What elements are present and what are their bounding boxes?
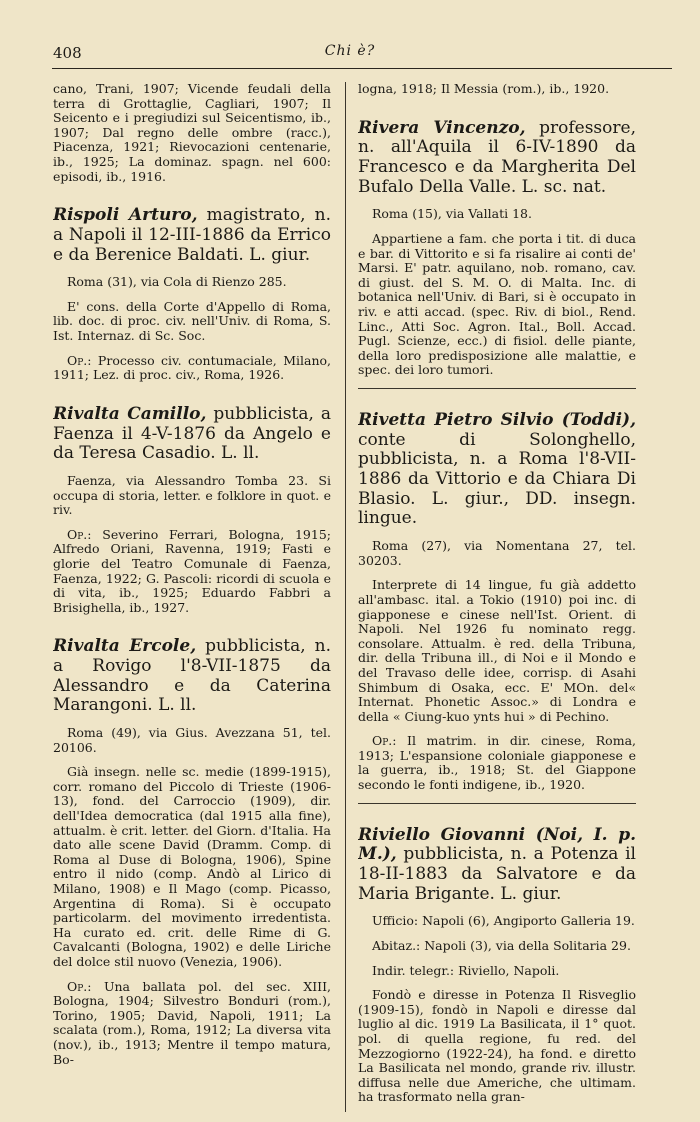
entry-heading (53, 405, 331, 464)
page-header (0, 0, 700, 80)
entry-biography: Già insegn. nelle sc. medie (1899-1915), corr. romano del Piccolo di Trieste (1906-13), fond. del Carroccio (1909), dir. dell'Idea democratica (dal 1915 alla fine), attualm. è crit. letter. del Giorn. d'Italia. Ha dato alle scene David (Dramm. Comp. di Roma al Duse di Bologna, 1906), Spine entro il nido (comp. Andò al Lirico di Milano, 1908) e Il Mago (comp. Picasso, Argentina di Roma). Si è occupato particolarm. del movimento irredentista. Ha curato ed. crit. delle Rime di G. Cavalcanti (Bologna, 1902) e delle Liriche del dolce stil nuovo (Venezia, 1906). (53, 764, 331, 969)
works-list: Severino Ferrari, Bologna, 1915; Alfredo Oriani, Ravenna, 1919; Fasti e glorie del Teatro Comunale di Faenza, Faenza, 1922; G. Pascoli: ricordi di scuola e di vita, ib., 1925; Eduardo Fabbri a Brisighella, ib., 1927. (53, 526, 331, 615)
works-label: Op.: (67, 352, 92, 368)
entry-intro: professore, n. all'Aquila il 6-IV-1890 da Francesco e da Margherita Del Bufalo Della Valle. L. sc. nat. (358, 117, 636, 197)
entry-heading (53, 206, 331, 265)
entry-address: Roma (49), via Gius. Avezzana 51, tel. 20106. (53, 725, 331, 755)
works-label: Op.: (67, 978, 92, 994)
entry-intro: pubblicista, n. a Rovigo l'8-VII-1875 da Alessandro e da Caterina Marangoni. L. ll. (53, 636, 331, 716)
entry-address: Roma (31), via Cola di Rienzo 285. (67, 274, 287, 290)
entry-intro: pubblicista, n. a Potenza il 18-II-1883 da Salvatore e da Maria Brigante. L. giur. (358, 844, 636, 904)
works-list: Processo civ. contumaciale, Milano, 1911; Lez. di proc. civ., Roma, 1926. (53, 352, 331, 383)
works-label: Op.: (67, 526, 92, 542)
entry-biography: Fondò e diresse in Potenza Il Risveglio (1909-15), fondò in Napoli e diresse dal luglio al dic. 1919 La Basilicata, il 1° quot. pol. di quella regione, fu red. del Mezzogiorno (1922-24), ha fond. e diretto La Basilicata nel mondo, grande riv. illustr. diffusa nelle due Americhe, che ultimam. ha trasformato nella gran- (358, 987, 636, 1105)
entry-biography: Appartiene a fam. che porta i tit. di duca e bar. di Vittorito e si fa risalire ai conti de' Marsi. E' patr. aquilano, nob. romano, cav. di giust. del S. M. O. di Malta. Inc. di botanica nell'Univ. di Bari, si è occupato in riv. e atti accad. (spec. Riv. di biol., Rend. Linc., Atti Soc. Agron. Ital., Boll. Accad. Pugl. Scienze, ecc.) di fisiol. delle piante, della loro predisposizione alle malattie, e spec. dei loro tumori. (358, 231, 636, 378)
entry-works (53, 980, 331, 1068)
entry-heading (358, 411, 636, 529)
entry-name: Rivalta Ercole, (53, 636, 197, 657)
left-column (53, 82, 331, 1112)
entry-rispoli-arturo (53, 184, 331, 383)
entry-riviello-giovanni (358, 804, 636, 1105)
entry-name: Rivalta Camillo, (53, 403, 207, 424)
entry-heading (358, 826, 636, 905)
entry-works (53, 354, 331, 383)
header-rule (52, 68, 672, 69)
continuation-text: logna, 1918; Il Messia (rom.), ib., 1920. (358, 82, 610, 96)
entry-heading (53, 637, 331, 716)
entry-address: Roma (15), via Vallati 18. (372, 206, 532, 222)
entry-intro: conte di Solonghello, pubblicista, n. a Roma l'8-VII-1886 da Vittorio e da Chiara Di Blasio. L. giur., DD. insegn. lingue. (358, 429, 636, 529)
works-list: Il matrim. in dir. cinese, Roma, 1913; L'espansione coloniale giapponese e la guerra, ib., 1918; St. del Giappone secondo le fonti indigene, ib., 1920. (358, 733, 636, 793)
entry-biography: E' cons. della Corte d'Appello di Roma, lib. doc. di proc. civ. nell'Univ. di Roma, S. Ist. Internaz. di Sc. Soc. (53, 298, 331, 344)
column-divider (345, 82, 346, 1112)
entry-home-address: Abitaz.: Napoli (3), via della Solitaria 29. (372, 938, 631, 954)
entry-name: Rivetta Pietro Silvio (Toddi), (358, 409, 636, 430)
running-head: Chi è? (324, 43, 376, 59)
entry-works (358, 734, 636, 792)
entry-address: Faenza, via Alessandro Tomba 23. Si occupa di storia, letter. e folklore in quot. e riv. (53, 472, 331, 518)
entry-intro: magistrato, n. a Napoli il 12-III-1886 da Errico e da Berenice Baldati. L. giur. (53, 205, 331, 265)
works-label: Op.: (372, 733, 397, 749)
entry-name: Riviello Giovanni (Noi, I. p. M.), (358, 824, 636, 865)
entry-rivera-vincenzo (358, 97, 636, 378)
entry-office-address: Ufficio: Napoli (6), Angiporto Galleria 19. (372, 913, 635, 929)
entry-name: Rispoli Arturo, (53, 205, 198, 226)
entry-works (53, 528, 331, 616)
works-list: Una ballata pol. del sec. XIII, Bologna, 1904; Silvestro Bonduri (rom.), Torino, 1905; David, Napoli, 1911; La scalata (rom.), Roma, 1912; La diversa vita (nov.), ib., 1913; Mentre il tempo matura, Bo- (53, 978, 331, 1067)
entry-name: Rivera Vincenzo, (358, 117, 526, 138)
entry-intro: pubblicista, a Faenza il 4-V-1876 da Angelo e da Teresa Casadio. L. ll. (53, 403, 331, 464)
continuation-text: cano, Trani, 1907; Vicende feudali della terra di Grottaglie, Cagliari, 1907; Il Seicento e i pregiudizi sul Seicentismo, ib., 1907; Dal regno delle ombre (racc.), Piacenza, 1921; Rievocazioni centenarie, ib., 1925; La dominaz. spagn. nel 600: episodi, ib., 1916. (53, 82, 331, 184)
right-column (358, 82, 636, 1112)
entry-rivetta-pietro-silvio (358, 389, 636, 793)
entry-address: Roma (27), via Nomentana 27, tel. 30203. (358, 538, 636, 568)
entry-rivalta-camillo (53, 383, 331, 615)
entry-telegraph-address: Indir. telegr.: Riviello, Napoli. (372, 962, 560, 978)
entry-rivalta-ercole (53, 615, 331, 1067)
entry-heading (358, 119, 636, 198)
entry-biography: Interprete di 14 lingue, fu già addetto all'ambasc. ital. a Tokio (1910) poi inc. di giapponese e cinese nell'Ist. Orient. di Napoli. Nel 1926 fu nominato regg. consolare. Attualm. è red. della Tribuna, dir. della Tribuna ill., di Noi e il Mondo e del Travaso delle idee, corrisp. di Asahi Shimbum di Osaka, ecc. E' MOn. del« Internat. Phonetic Assoc.» di Londra e della « Ciung-kuo ynts hui » di Pechino. (358, 577, 636, 724)
page-number: 408 (53, 44, 82, 62)
